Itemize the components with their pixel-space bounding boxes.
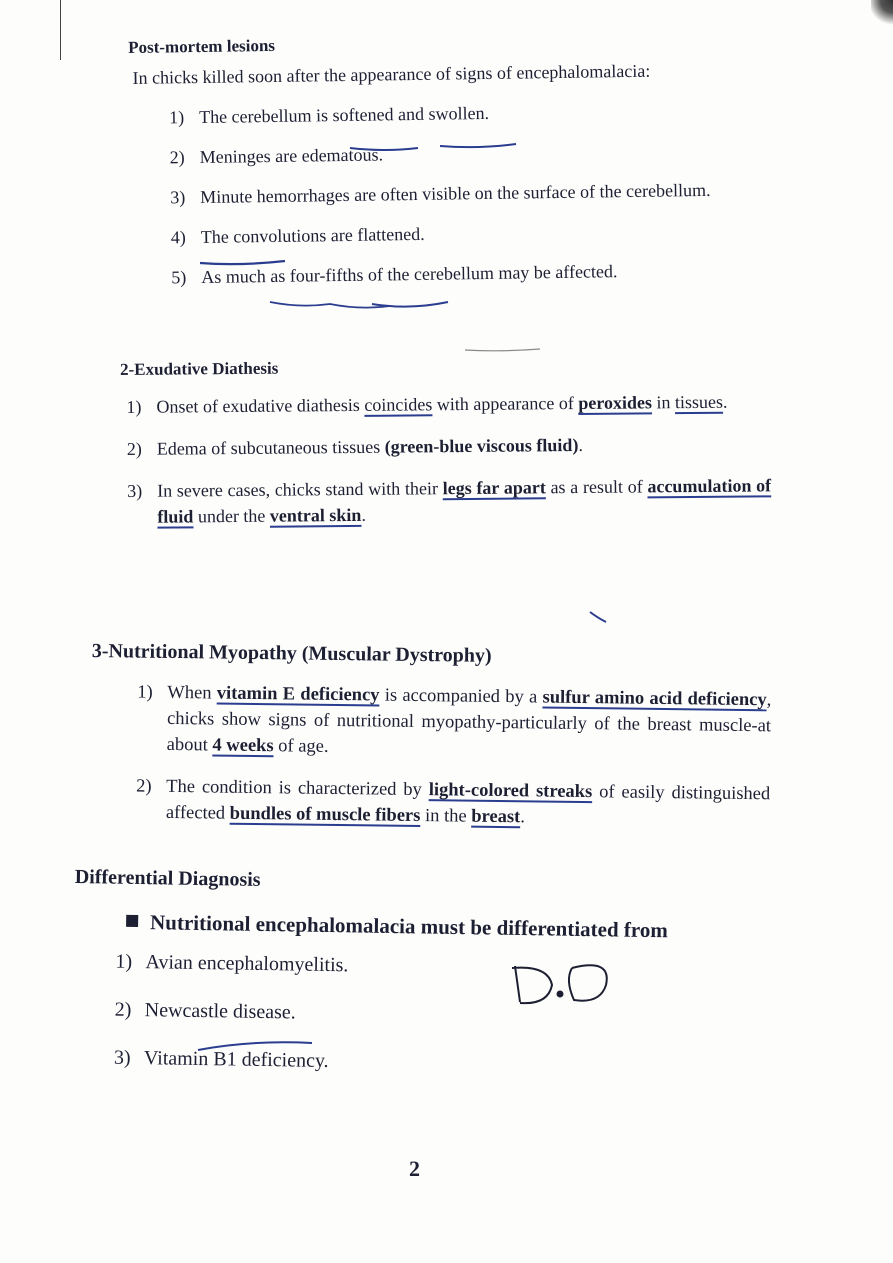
- pen-underline: [372, 302, 448, 307]
- scan-margin-line: [60, 0, 61, 60]
- list-item: 4) The convolutions are flattened.: [170, 223, 425, 248]
- pen-tick: [590, 612, 606, 622]
- list-item: 2) Newcastle disease.: [114, 998, 296, 1024]
- list-item: 3) Vitamin B1 deficiency.: [113, 1046, 329, 1073]
- differential-list: [113, 947, 774, 1083]
- lesion-list: [168, 96, 772, 290]
- list-item: 3) Minute hemorrhages are often visible on the surface of the cerebellum.: [170, 179, 711, 208]
- section-heading: 3-Nutritional Myopathy (Muscular Dystrophy): [91, 640, 492, 667]
- list-item: 1) Onset of exudative diathesis coincides with appearance of peroxides in tissues.: [126, 391, 728, 417]
- pen-underline: [465, 349, 540, 351]
- list-item: 2) Meninges are edematous.: [169, 144, 384, 168]
- list-item: 1) When vitamin E deficiency is accompanied by a sulfur amino acid deficiency, chicks show signs of nutritional myopathy-particularly of the breast muscle-at about 4 weeks of age.: [137, 682, 772, 757]
- myopathy-list: [136, 680, 772, 833]
- section-intro: In chicks killed soon after the appearance of signs of encephalomalacia:: [132, 60, 651, 88]
- exudative-list: [126, 388, 772, 529]
- list-item: 3) In severe cases, chicks stand with their legs far apart as a result of accumulation of fluid under the ventral skin.: [127, 475, 772, 527]
- section-heading: Post-mortem lesions: [128, 35, 276, 57]
- section-postmortem-lesions: [128, 29, 772, 305]
- bullet-statement: Nutritional encephalomalacia must be differentiated from: [126, 910, 774, 945]
- square-bullet-icon: [126, 915, 138, 927]
- list-item: 1) Avian encephalomyelitis.: [115, 950, 349, 977]
- section-heading: Differential Diagnosis: [74, 866, 261, 891]
- pen-underline: [270, 302, 390, 308]
- list-item: 2) The condition is characterized by light-colored streaks of easily distinguished affected bundles of muscle fibers in the breast.: [136, 776, 771, 828]
- list-item: 2) Edema of subcutaneous tissues (green-blue viscous fluid).: [126, 434, 583, 459]
- section-exudative-diathesis: [120, 354, 772, 546]
- section-differential-diagnosis: [71, 866, 774, 1101]
- list-item: 5) As much as four-fifths of the cerebellum may be affected.: [171, 261, 618, 288]
- page-number: 2: [409, 1156, 420, 1181]
- scan-corner-shadow: [871, 0, 893, 28]
- section-nutritional-myopathy: [90, 640, 772, 849]
- section-heading: 2-Exudative Diathesis: [120, 358, 279, 379]
- list-item: 1) The cerebellum is softened and swollen.: [168, 102, 490, 128]
